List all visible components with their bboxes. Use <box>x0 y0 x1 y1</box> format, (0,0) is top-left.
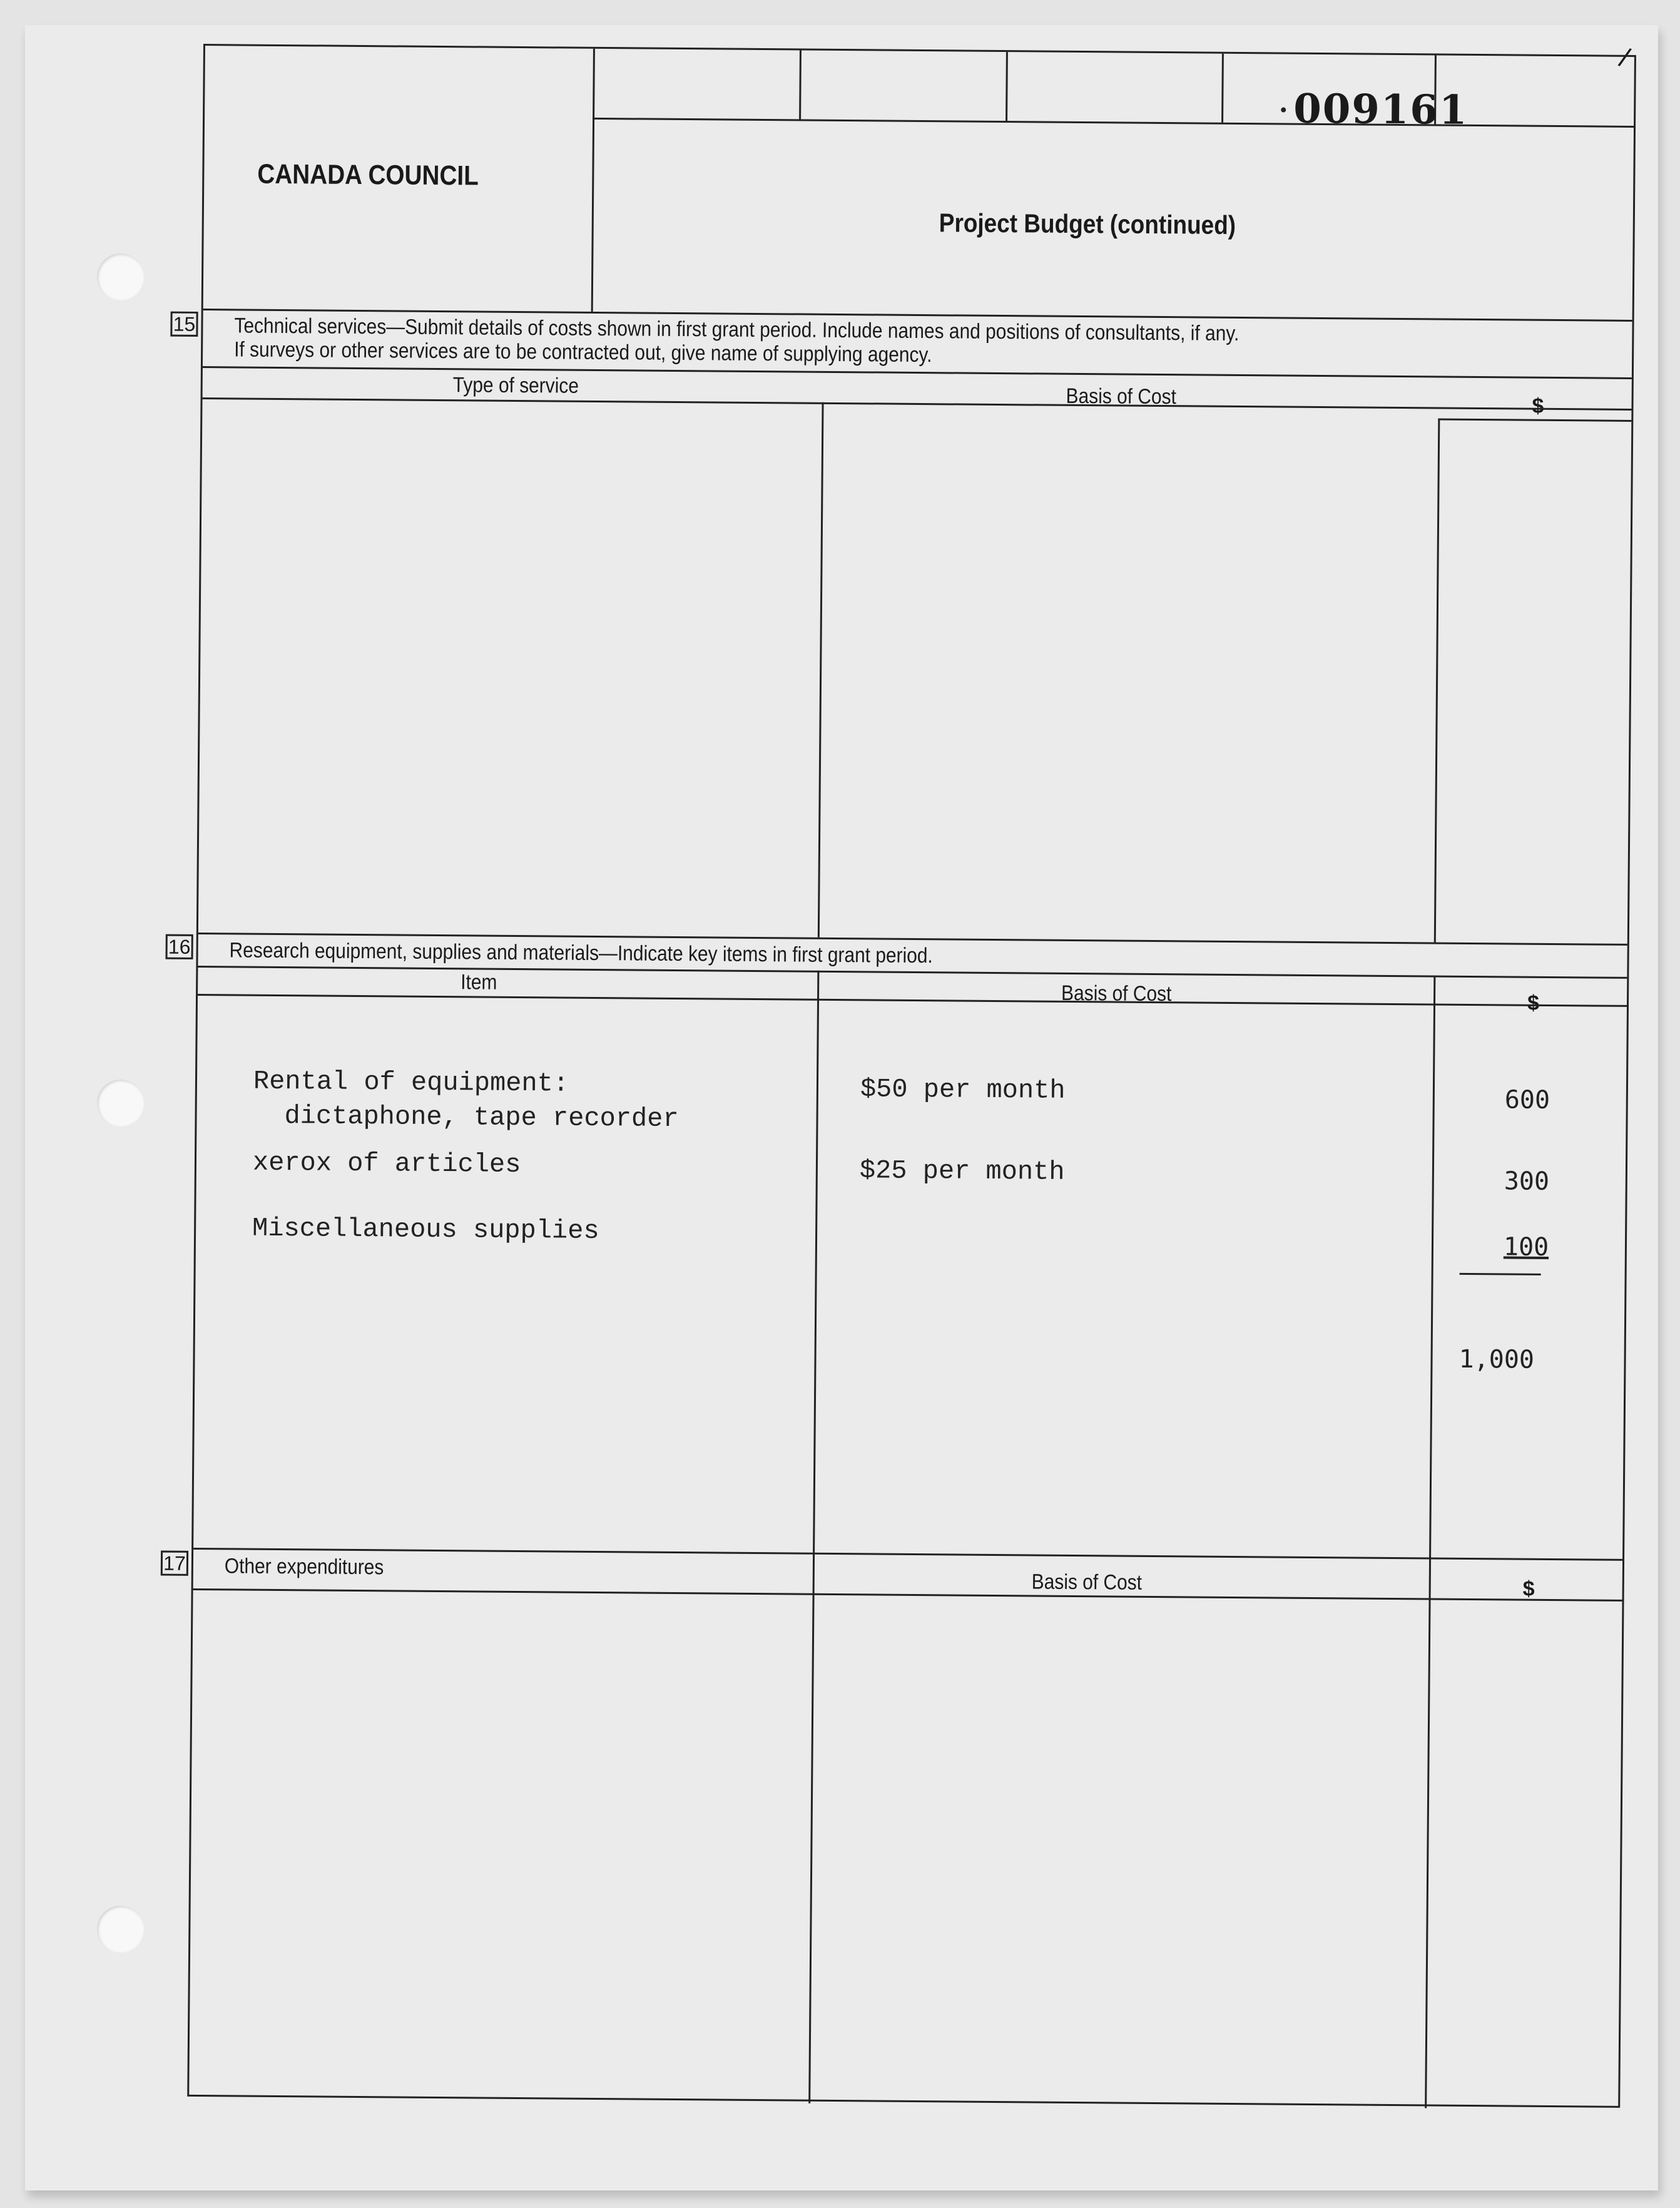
section-number: 16 <box>166 934 193 959</box>
organization-name: CANADA COUNCIL <box>257 158 479 192</box>
item-detail-cell: dictaphone, tape recorder <box>284 1101 679 1135</box>
column-header-type-of-service: Type of service <box>452 373 579 398</box>
divider <box>813 971 819 1553</box>
section-title: Research equipment, supplies and materials—Indicate key items in first grant period. <box>229 938 933 968</box>
page-mark: / <box>1616 42 1634 74</box>
item-cell: Miscellaneous supplies <box>252 1213 599 1247</box>
divider <box>203 366 1632 379</box>
sum-rule <box>1460 1273 1541 1275</box>
form-title: Project Budget (continued) <box>939 208 1236 240</box>
divider <box>1438 419 1631 422</box>
item-cell: xerox of articles <box>252 1147 521 1180</box>
column-header-amount: $ <box>1532 394 1544 418</box>
divider <box>808 1553 815 2103</box>
divider <box>818 402 824 938</box>
divider <box>1221 54 1224 123</box>
total-amount: 1,000 <box>1459 1344 1535 1374</box>
divider <box>203 397 1632 411</box>
divider <box>193 1588 1622 1602</box>
item-cell: Rental of equipment: <box>253 1066 569 1099</box>
document-number: 009161 <box>1293 85 1469 134</box>
binder-hole <box>97 1080 144 1127</box>
column-header-basis-of-cost: Basis of Cost <box>1061 981 1172 1006</box>
section-number: 17 <box>161 1551 188 1576</box>
divider <box>1005 52 1008 121</box>
column-header-amount: $ <box>1522 1577 1535 1601</box>
amount-cell: 600 <box>1504 1085 1550 1115</box>
divider <box>591 49 595 312</box>
divider <box>799 50 802 119</box>
divider <box>198 994 1627 1007</box>
amount-cell: 100 <box>1503 1232 1549 1262</box>
divider <box>1425 1557 1431 2108</box>
amount-cell: 300 <box>1504 1167 1550 1196</box>
section-number: 15 <box>170 312 198 337</box>
section-title: Technical services—Submit details of costs shown in first grant period. Include names and positions of consultants, if any. <box>234 314 1240 346</box>
dot-mark <box>1281 108 1286 113</box>
section-title: Other expenditures <box>224 1554 384 1580</box>
column-header-basis-of-cost: Basis of Cost <box>1066 384 1177 409</box>
section-subtitle: If surveys or other services are to be contracted out, give name of supplying agency. <box>234 337 932 367</box>
divider <box>193 1548 1622 1561</box>
column-header-amount: $ <box>1527 991 1540 1015</box>
basis-cell: $25 per month <box>859 1155 1065 1187</box>
divider <box>593 118 1634 128</box>
column-header-basis-of-cost: Basis of Cost <box>1031 1570 1143 1595</box>
divider <box>1429 975 1435 1557</box>
basis-cell: $50 per month <box>860 1074 1066 1106</box>
budget-form <box>163 44 1636 2108</box>
divider <box>1434 419 1440 943</box>
binder-hole <box>97 1906 144 1953</box>
column-header-item: Item <box>461 970 497 994</box>
binder-hole <box>97 253 144 300</box>
